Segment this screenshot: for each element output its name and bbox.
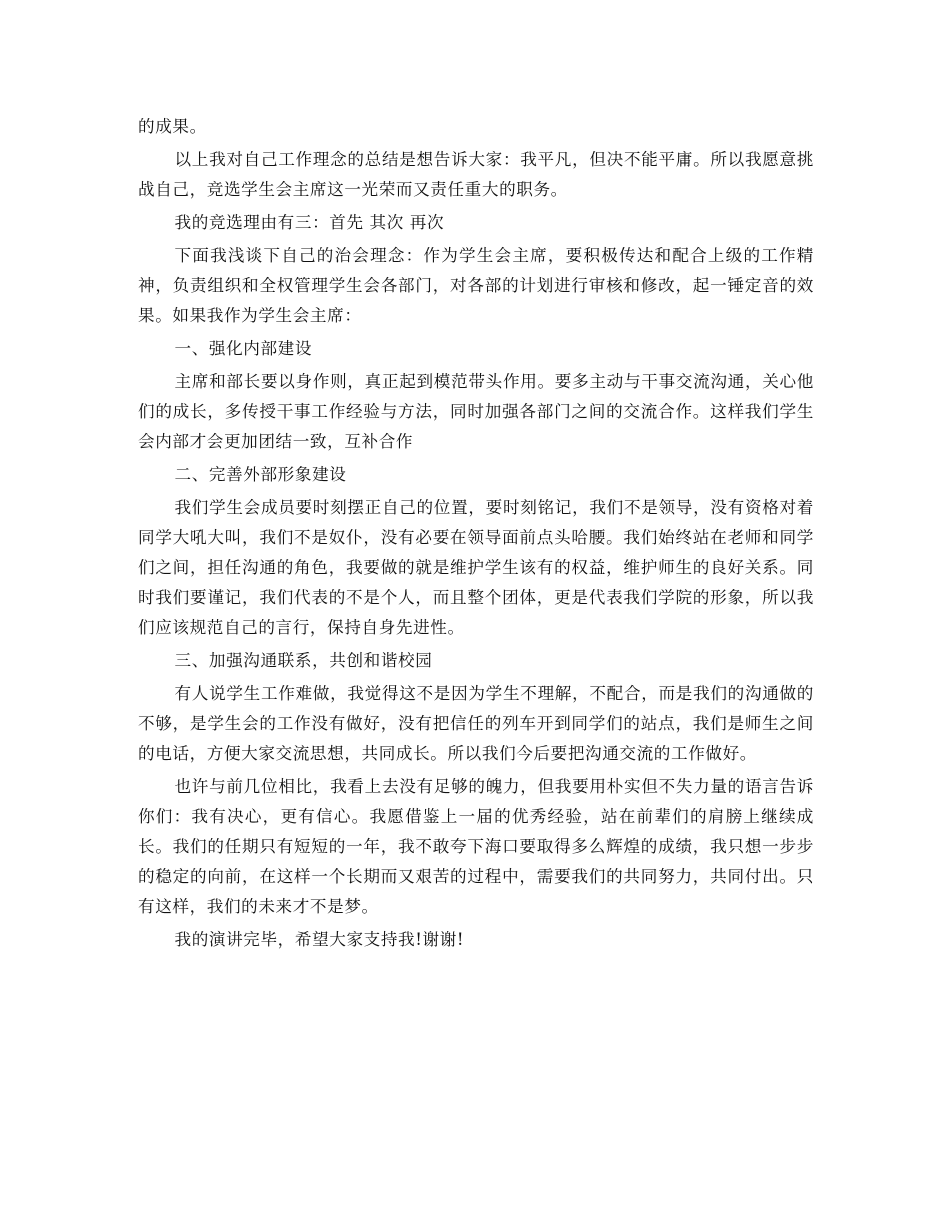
paragraph-internal: 主席和部长要以身作则，真正起到模范带头作用。要多主动与干事交流沟通，关心他们的成长，多传授干事工作经验与方法，同时加强各部门之间的交流合作。这样我们学生会内部才会更加团结一致，互补合作 (138, 372, 814, 451)
paragraph-reasons: 我的竞选理由有三：首先 其次 再次 (174, 213, 445, 232)
document-page (138, 112, 814, 958)
paragraph-continuation: 的成果。 (138, 117, 207, 136)
paragraph-philosophy: 下面我浅谈下自己的治会理念：作为学生会主席，要积极传达和配合上级的工作精神，负责组织和全权管理学生会各部门，对各部的计划进行审核和修改，起一锤定音的效果。如果我作为学生会主席： (138, 246, 814, 325)
paragraph-communication: 有人说学生工作难做，我觉得这不是因为学生不理解，不配合，而是我们的沟通做的不够，是学生会的工作没有做好，没有把信任的列车开到同学们的站点，我们是师生之间的电话，方便大家交流思想，共同成长。所以我们今后要把沟通交流的工作做好。 (138, 684, 814, 763)
section-heading-2: 二、完善外部形象建设 (174, 465, 347, 484)
section-heading-3: 三、加强沟通联系，共创和谐校园 (174, 651, 433, 670)
section-heading-1: 一、强化内部建设 (174, 339, 313, 358)
paragraph-closing: 我的演讲完毕，希望大家支持我!谢谢! (174, 930, 465, 949)
paragraph-external: 我们学生会成员要时刻摆正自己的位置，要时刻铭记，我们不是领导，没有资格对着同学大吼大叫，我们不是奴仆，没有必要在领导面前点头哈腰。我们始终站在老师和同学们之间，担任沟通的角色，我要做的就是维护学生该有的权益，维护师生的良好关系。同时我们要谨记，我们代表的不是个人，而且整个团体，更是代表我们学院的形象，所以我们应该规范自己的言行，保持自身先进性。 (138, 498, 814, 637)
paragraph-summary: 以上我对自己工作理念的总结是想告诉大家：我平凡，但决不能平庸。所以我愿意挑战自己，竞选学生会主席这一光荣而又责任重大的职务。 (138, 150, 814, 199)
paragraph-resolve: 也许与前几位相比，我看上去没有足够的魄力，但我要用朴实但不失力量的语言告诉你们：我有决心，更有信心。我愿借鉴上一届的优秀经验，站在前辈们的肩膀上继续成长。我们的任期只有短短的一年，我不敢夸下海口要取得多么辉煌的成绩，我只想一步步的稳定的向前，在这样一个长期而又艰苦的过程中，需要我们的共同努力，共同付出。只有这样，我们的未来才不是梦。 (138, 777, 814, 916)
